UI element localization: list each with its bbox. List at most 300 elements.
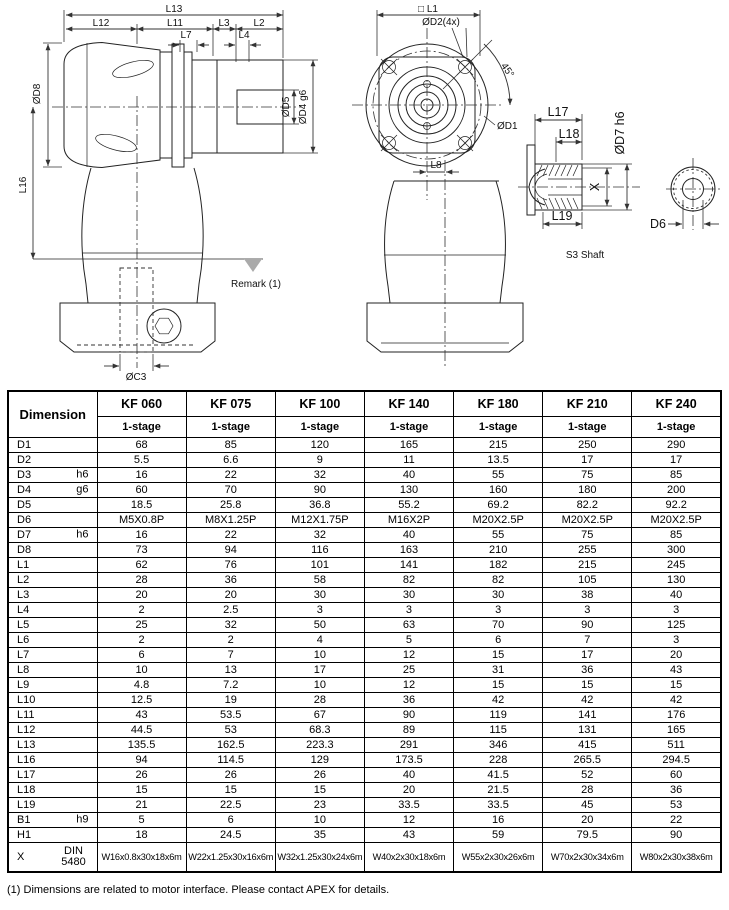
dimension-value: 31 xyxy=(454,663,543,678)
table-body xyxy=(8,438,721,873)
dimension-value: 129 xyxy=(275,753,364,768)
l7-label: L7 xyxy=(180,30,192,41)
dimension-value: 36.8 xyxy=(275,498,364,513)
angle-45-label: 45° xyxy=(498,61,516,80)
l13-label: L13 xyxy=(165,4,183,15)
table-row xyxy=(8,828,721,843)
model-header: KF 140 xyxy=(364,391,453,417)
dimension-value: 215 xyxy=(454,438,543,453)
dimension-value: 62 xyxy=(97,558,186,573)
dimension-value: 2 xyxy=(97,603,186,618)
dimension-table xyxy=(7,390,722,873)
dimension-value: 141 xyxy=(364,558,453,573)
dimension-value: 15 xyxy=(454,648,543,663)
dimension-value: 10 xyxy=(275,813,364,828)
dimension-value: 26 xyxy=(275,768,364,783)
dimension-value: 300 xyxy=(632,543,721,558)
dimension-value: 30 xyxy=(364,588,453,603)
dimension-value: 16 xyxy=(454,813,543,828)
dimension-value: 33.5 xyxy=(364,798,453,813)
dimension-value: 75 xyxy=(543,468,632,483)
dimension-value: 4 xyxy=(275,633,364,648)
l18-label: L18 xyxy=(558,127,580,141)
dimension-value: 12.5 xyxy=(97,693,186,708)
dimension-value: 114.5 xyxy=(186,753,275,768)
dimension-value: M20X2.5P xyxy=(454,513,543,528)
dimension-value: 12 xyxy=(364,813,453,828)
dimension-value: 2.5 xyxy=(186,603,275,618)
dimension-value: 294.5 xyxy=(632,753,721,768)
front-view xyxy=(352,4,523,368)
dimension-value: 90 xyxy=(275,483,364,498)
dimension-value: 60 xyxy=(97,483,186,498)
dimension-value: 18.5 xyxy=(97,498,186,513)
dimension-value: 265.5 xyxy=(543,753,632,768)
table-row xyxy=(8,558,721,573)
dimension-value: 15 xyxy=(454,678,543,693)
dimension-value: 160 xyxy=(454,483,543,498)
dimension-value: 36 xyxy=(364,693,453,708)
table-row xyxy=(8,768,721,783)
dimension-value: 42 xyxy=(632,693,721,708)
dimension-value: M16X2P xyxy=(364,513,453,528)
dimension-value: 69.2 xyxy=(454,498,543,513)
dimension-label: X DIN 5480 xyxy=(8,843,97,873)
dimension-label: D4 g6 xyxy=(8,483,97,498)
dimension-value: 223.3 xyxy=(275,738,364,753)
dimension-value: 17 xyxy=(543,453,632,468)
dimension-value: 33.5 xyxy=(454,798,543,813)
dimension-value: 3 xyxy=(364,603,453,618)
dimension-value: 20 xyxy=(186,588,275,603)
l1-label: □ L1 xyxy=(418,4,438,15)
dimension-value: 12 xyxy=(364,648,453,663)
dimension-value: 28 xyxy=(275,693,364,708)
dimension-label: H1 xyxy=(8,828,97,843)
stage-header: 1-stage xyxy=(364,417,453,438)
dimension-value: M12X1.75P xyxy=(275,513,364,528)
dimension-value: 68.3 xyxy=(275,723,364,738)
d1-label: ØD1 xyxy=(497,121,518,132)
dimension-suffix: h6 xyxy=(76,468,89,481)
dimension-value: 25 xyxy=(97,618,186,633)
stage-row xyxy=(8,417,721,438)
l19-label: L19 xyxy=(551,209,573,223)
dimension-value: W40x2x30x18x6m xyxy=(364,843,453,873)
dimension-value: 35 xyxy=(275,828,364,843)
dimension-value: 22.5 xyxy=(186,798,275,813)
model-header: KF 180 xyxy=(454,391,543,417)
dimension-value: 20 xyxy=(364,783,453,798)
dimension-label: D1 xyxy=(8,438,97,453)
stage-header: 1-stage xyxy=(275,417,364,438)
dimension-value: M20X2.5P xyxy=(543,513,632,528)
dimension-value: 41.5 xyxy=(454,768,543,783)
dimension-value: 6.6 xyxy=(186,453,275,468)
l3-label: L3 xyxy=(218,18,230,29)
stage-header: 1-stage xyxy=(454,417,543,438)
dimension-value: 28 xyxy=(97,573,186,588)
dimension-label: L18 xyxy=(8,783,97,798)
dimension-value: 75 xyxy=(543,528,632,543)
dimension-value: 17 xyxy=(543,648,632,663)
dimension-value: 130 xyxy=(632,573,721,588)
table-row xyxy=(8,678,721,693)
table-row xyxy=(8,708,721,723)
table-row xyxy=(8,618,721,633)
dimension-value: 68 xyxy=(97,438,186,453)
dimension-value: 50 xyxy=(275,618,364,633)
dimension-value: 21.5 xyxy=(454,783,543,798)
technical-drawings xyxy=(0,0,729,388)
dimension-label: D6 xyxy=(8,513,97,528)
dimension-value: 53 xyxy=(632,798,721,813)
dimension-value: 53.5 xyxy=(186,708,275,723)
table-row xyxy=(8,483,721,498)
model-header: KF 100 xyxy=(275,391,364,417)
dimension-value: 3 xyxy=(632,633,721,648)
dimension-value: 32 xyxy=(275,528,364,543)
model-header: KF 240 xyxy=(632,391,721,417)
dimension-value: 10 xyxy=(275,648,364,663)
dimension-value: 55 xyxy=(454,528,543,543)
table-row xyxy=(8,648,721,663)
dimension-value: 63 xyxy=(364,618,453,633)
dimension-value: 43 xyxy=(97,708,186,723)
table-row xyxy=(8,438,721,453)
table-row xyxy=(8,498,721,513)
dimension-value: 20 xyxy=(632,648,721,663)
dimension-value: 19 xyxy=(186,693,275,708)
dimension-value: 30 xyxy=(454,588,543,603)
dimension-label: L1 xyxy=(8,558,97,573)
table-row xyxy=(8,573,721,588)
shaft-view xyxy=(518,105,720,261)
model-header: KF 075 xyxy=(186,391,275,417)
dimension-value: 55 xyxy=(454,468,543,483)
dimension-value: 53 xyxy=(186,723,275,738)
dimension-value: 43 xyxy=(364,828,453,843)
table-row xyxy=(8,783,721,798)
dimension-value: 94 xyxy=(186,543,275,558)
dimension-value: 30 xyxy=(275,588,364,603)
dimension-value: W16x0.8x30x18x6m xyxy=(97,843,186,873)
dimension-value: 16 xyxy=(97,528,186,543)
dimension-value: 20 xyxy=(543,813,632,828)
dimension-value: 24.5 xyxy=(186,828,275,843)
dimension-value: 165 xyxy=(364,438,453,453)
table-row xyxy=(8,588,721,603)
dimension-value: 67 xyxy=(275,708,364,723)
dimension-value: 3 xyxy=(275,603,364,618)
dimension-value: 119 xyxy=(454,708,543,723)
dimension-value: 43 xyxy=(632,663,721,678)
l4-label: L4 xyxy=(238,30,250,41)
dimension-value: 82 xyxy=(364,573,453,588)
dimension-value: 210 xyxy=(454,543,543,558)
dimension-value: 141 xyxy=(543,708,632,723)
l16-label: L16 xyxy=(18,176,29,194)
dimension-value: 18 xyxy=(97,828,186,843)
l8-label: L8 xyxy=(430,160,442,171)
dimension-value: 36 xyxy=(632,783,721,798)
dimension-suffix: h6 xyxy=(76,528,89,541)
dimension-value: 180 xyxy=(543,483,632,498)
dimension-value: 52 xyxy=(543,768,632,783)
dimension-label: B1 h9 xyxy=(8,813,97,828)
d2-label: ØD2(4x) xyxy=(422,17,460,28)
side-view xyxy=(18,4,318,383)
dimension-value: M8X1.25P xyxy=(186,513,275,528)
dimension-value: 58 xyxy=(275,573,364,588)
dimension-value: 228 xyxy=(454,753,543,768)
dimension-value: 70 xyxy=(454,618,543,633)
dimension-value: 10 xyxy=(275,678,364,693)
dimension-label: L3 xyxy=(8,588,97,603)
dimension-value: 7.2 xyxy=(186,678,275,693)
dimension-value: 15 xyxy=(543,678,632,693)
dimension-value: 13.5 xyxy=(454,453,543,468)
dimension-value: 21 xyxy=(97,798,186,813)
dimension-label: D5 xyxy=(8,498,97,513)
x-label: X xyxy=(588,182,602,192)
dimension-suffix: g6 xyxy=(76,483,89,496)
dimension-value: 26 xyxy=(97,768,186,783)
dimension-value: 7 xyxy=(543,633,632,648)
dimension-value: 79.5 xyxy=(543,828,632,843)
dimension-value: 25 xyxy=(364,663,453,678)
dimension-value: 162.5 xyxy=(186,738,275,753)
dimension-value: 255 xyxy=(543,543,632,558)
dimension-value: 17 xyxy=(632,453,721,468)
stage-header: 1-stage xyxy=(186,417,275,438)
dimension-label: L17 xyxy=(8,768,97,783)
dimension-value: 42 xyxy=(543,693,632,708)
dimension-value: 82.2 xyxy=(543,498,632,513)
l11-label: L11 xyxy=(167,18,183,29)
dimension-value: 16 xyxy=(97,468,186,483)
dimension-value: 5.5 xyxy=(97,453,186,468)
table-row xyxy=(8,723,721,738)
dimension-header: Dimension xyxy=(8,391,97,438)
model-header: KF 210 xyxy=(543,391,632,417)
dimension-label: D7 h6 xyxy=(8,528,97,543)
dimension-value: 85 xyxy=(186,438,275,453)
dimension-value: W32x1.25x30x24x6m xyxy=(275,843,364,873)
dimension-value: 2 xyxy=(97,633,186,648)
dimension-value: 90 xyxy=(364,708,453,723)
dimension-value: 17 xyxy=(275,663,364,678)
dimension-value: 6 xyxy=(454,633,543,648)
dimension-value: 40 xyxy=(364,528,453,543)
table-row xyxy=(8,738,721,753)
dimension-label: L13 xyxy=(8,738,97,753)
dimension-label: L6 xyxy=(8,633,97,648)
dimension-label: L12 xyxy=(8,723,97,738)
dimension-value: 85 xyxy=(632,468,721,483)
table-row xyxy=(8,528,721,543)
dimension-value: 23 xyxy=(275,798,364,813)
dimension-value: 89 xyxy=(364,723,453,738)
dimension-value: 130 xyxy=(364,483,453,498)
hex-socket-icon xyxy=(155,318,173,334)
dimension-value: 131 xyxy=(543,723,632,738)
dimension-value: 135.5 xyxy=(97,738,186,753)
dimension-value: 60 xyxy=(632,768,721,783)
l2-label: L2 xyxy=(253,18,265,29)
dimension-value: 291 xyxy=(364,738,453,753)
dimension-label: L2 xyxy=(8,573,97,588)
dimension-value: 290 xyxy=(632,438,721,453)
table-row xyxy=(8,633,721,648)
dimension-value: 94 xyxy=(97,753,186,768)
dimension-value: 90 xyxy=(632,828,721,843)
dimension-value: 4.8 xyxy=(97,678,186,693)
dimension-value: 215 xyxy=(543,558,632,573)
dimension-value: 40 xyxy=(364,768,453,783)
dimension-value: 22 xyxy=(186,528,275,543)
dimension-value: 101 xyxy=(275,558,364,573)
dimension-label: L16 xyxy=(8,753,97,768)
dimension-value: 36 xyxy=(543,663,632,678)
dimension-value: 40 xyxy=(632,588,721,603)
model-header: KF 060 xyxy=(97,391,186,417)
dimension-value: 163 xyxy=(364,543,453,558)
dimension-suffix: DIN 5480 xyxy=(61,845,86,868)
dimension-value: M5X0.8P xyxy=(97,513,186,528)
dimension-value: 32 xyxy=(275,468,364,483)
dimension-label: L11 xyxy=(8,708,97,723)
dimension-value: 105 xyxy=(543,573,632,588)
l17-label: L17 xyxy=(547,105,569,119)
model-header-row xyxy=(8,391,721,417)
dimension-value: 173.5 xyxy=(364,753,453,768)
dimension-value: 36 xyxy=(186,573,275,588)
dimension-value: 182 xyxy=(454,558,543,573)
footnote: (1) Dimensions are related to motor interface. Please contact APEX for details. xyxy=(7,884,390,896)
d5-label: ØD5 xyxy=(281,96,292,118)
dimension-label: L19 xyxy=(8,798,97,813)
stage-header: 1-stage xyxy=(97,417,186,438)
dimension-value: 22 xyxy=(186,468,275,483)
dimension-label: D8 xyxy=(8,543,97,558)
dimension-value: 90 xyxy=(543,618,632,633)
dimension-label: L8 xyxy=(8,663,97,678)
dimension-value: 116 xyxy=(275,543,364,558)
dimension-value: 200 xyxy=(632,483,721,498)
dimension-value: 176 xyxy=(632,708,721,723)
remark-label: Remark (1) xyxy=(231,279,282,290)
dimension-value: 6 xyxy=(97,648,186,663)
dimension-value: 13 xyxy=(186,663,275,678)
dimension-value: 3 xyxy=(543,603,632,618)
dimension-value: 32 xyxy=(186,618,275,633)
dimension-value: W70x2x30x34x6m xyxy=(543,843,632,873)
table-row xyxy=(8,798,721,813)
dimension-value: W55x2x30x26x6m xyxy=(454,843,543,873)
table-row xyxy=(8,663,721,678)
dimension-label: L7 xyxy=(8,648,97,663)
dimension-value: 3 xyxy=(454,603,543,618)
dimension-value: 415 xyxy=(543,738,632,753)
dimension-value: 11 xyxy=(364,453,453,468)
dimension-label: L9 xyxy=(8,678,97,693)
dimension-value: 120 xyxy=(275,438,364,453)
dimension-value: 115 xyxy=(454,723,543,738)
dimension-value: 70 xyxy=(186,483,275,498)
dimension-value: 26 xyxy=(186,768,275,783)
d6-label: D6 xyxy=(650,217,666,231)
dimension-value: 76 xyxy=(186,558,275,573)
dimension-suffix: h9 xyxy=(76,813,89,826)
dimension-value: 28 xyxy=(543,783,632,798)
table-row xyxy=(8,468,721,483)
dimension-value: 82 xyxy=(454,573,543,588)
table-row xyxy=(8,453,721,468)
table-row xyxy=(8,753,721,768)
dimension-label: L4 xyxy=(8,603,97,618)
dimension-value: M20X2.5P xyxy=(632,513,721,528)
dimension-value: 125 xyxy=(632,618,721,633)
dimension-value: 73 xyxy=(97,543,186,558)
dimension-value: 6 xyxy=(186,813,275,828)
dimension-label: L5 xyxy=(8,618,97,633)
dimension-value: 15 xyxy=(186,783,275,798)
table-row xyxy=(8,603,721,618)
dimension-label: L10 xyxy=(8,693,97,708)
c3-label: ØC3 xyxy=(125,372,147,383)
dimension-value: 2 xyxy=(186,633,275,648)
s3-shaft-caption: S3 Shaft xyxy=(565,250,605,261)
dimension-value: 12 xyxy=(364,678,453,693)
d4-label: ØD4 g6 xyxy=(298,89,309,125)
dimension-value: 346 xyxy=(454,738,543,753)
dimension-value: 15 xyxy=(275,783,364,798)
dimension-value: 44.5 xyxy=(97,723,186,738)
dimension-value: 511 xyxy=(632,738,721,753)
table-row xyxy=(8,543,721,558)
dimension-value: W80x2x30x38x6m xyxy=(632,843,721,873)
stage-header: 1-stage xyxy=(632,417,721,438)
l12-label: L12 xyxy=(92,18,110,29)
dimension-value: 9 xyxy=(275,453,364,468)
dimension-value: 7 xyxy=(186,648,275,663)
dimension-value: 22 xyxy=(632,813,721,828)
dimension-value: 3 xyxy=(632,603,721,618)
dimension-value: 85 xyxy=(632,528,721,543)
dimension-value: 15 xyxy=(97,783,186,798)
dimension-value: 250 xyxy=(543,438,632,453)
dimension-value: 165 xyxy=(632,723,721,738)
dimension-label: D2 xyxy=(8,453,97,468)
table-row xyxy=(8,813,721,828)
dimension-value: 55.2 xyxy=(364,498,453,513)
dimension-value: 25.8 xyxy=(186,498,275,513)
dimension-value: 245 xyxy=(632,558,721,573)
dimension-value: W22x1.25x30x16x6m xyxy=(186,843,275,873)
dimension-value: 15 xyxy=(632,678,721,693)
d7-label: ØD7 h6 xyxy=(613,111,627,155)
dimension-label: D3 h6 xyxy=(8,468,97,483)
dimension-value: 59 xyxy=(454,828,543,843)
dimension-value: 5 xyxy=(97,813,186,828)
d8-label: ØD8 xyxy=(32,83,43,105)
table-row xyxy=(8,843,721,873)
table-row xyxy=(8,513,721,528)
dimension-value: 92.2 xyxy=(632,498,721,513)
dimension-value: 40 xyxy=(364,468,453,483)
dimension-value: 38 xyxy=(543,588,632,603)
